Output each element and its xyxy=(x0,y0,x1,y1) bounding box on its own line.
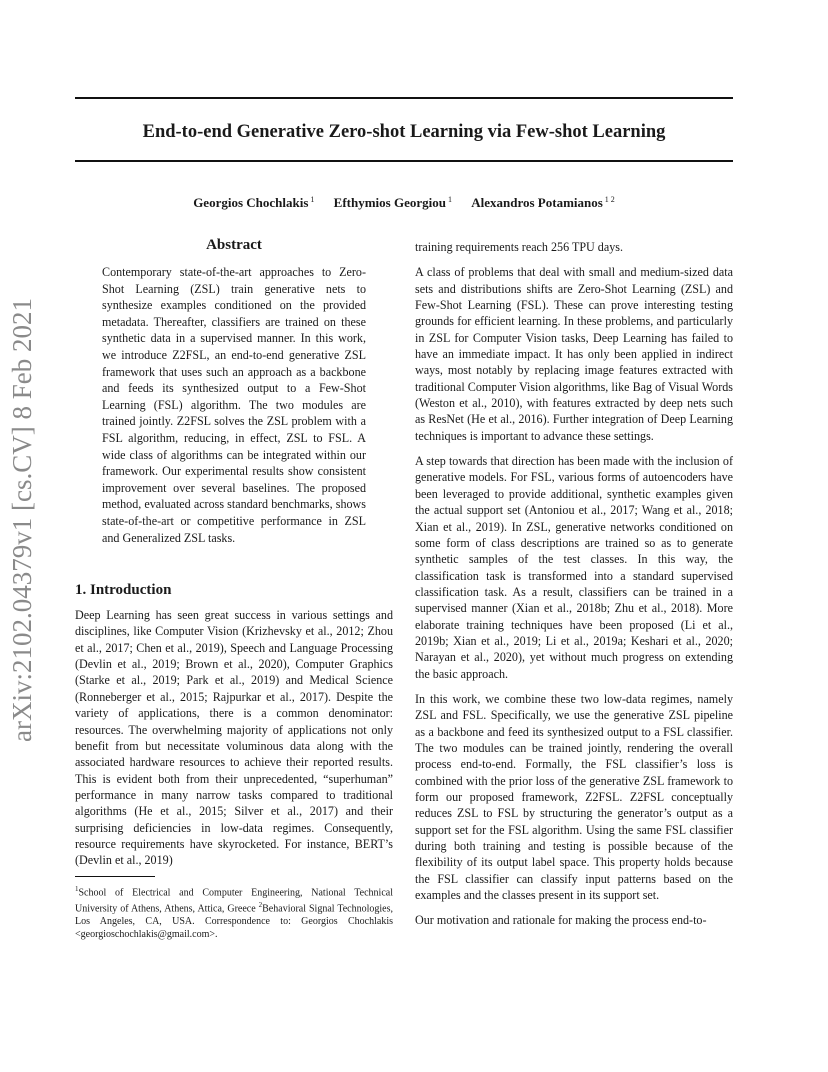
footnote-affiliation-2: Behavioral Signal Technologies, Los Angeles, CA, USA. Correspondence to: Georgios Chochlakis <georgioschochlakis@gmail.com>. xyxy=(75,903,394,941)
body-paragraph: training requirements reach 256 TPU days. xyxy=(415,240,624,254)
author-affiliation-marker: 1 2 xyxy=(604,195,615,204)
paper-title: End-to-end Generative Zero-shot Learning via Few-shot Learning xyxy=(142,122,666,142)
body-paragraph: A class of problems that deal with small and medium-sized data sets and distributions shifts are Zero-Shot Learning (ZSL) and Few-Shot Learning (FSL). These can prove interesting testing grounds for efficient learning. In these problems, and particularly in ZSL for Computer Vision tasks, Deep Learning has failed to have an immediate impact. It has only been applied in indirect ways, most notably by replacing image features extracted with traditional Computer Vision algorithms, like Bag of Visual Words (Weston et al., 2010), with features extracted by deep nets such as ResNet (He et al., 2016). Further integration of Deep Learning techniques is important to advance these settings. xyxy=(415,265,733,443)
left-column xyxy=(75,235,393,941)
abstract-heading: Abstract xyxy=(206,237,262,253)
introduction-heading: 1. Introduction xyxy=(75,582,172,599)
body-paragraph: A step towards that direction has been made with the inclusion of generative models. For FSL, various forms of autoencoders have been leveraged to provide additional, synthetic examples given the actual support set (Antoniou et al., 2017; Wang et al., 2018; Xian et al., 2019). In ZSL, generative networks conditioned on some form of class descriptions are trained so as to generate synthetic samples of the test classes. In this way, the classification task is transformed into a standard supervised classification task. As a result, classifiers can be trained in a supervised manner (Xian et al., 2018b; Zhu et al., 2018). More elaborate training techniques have been proposed (Li et al., 2019b; Xian et al., 2019; Li et al., 2019a; Keshari et al., 2020; Narayan et al., 2020), yet without much progress on extending the basic approach. xyxy=(415,454,733,681)
author xyxy=(334,195,452,210)
top-rule xyxy=(75,97,733,99)
footnote-rule xyxy=(75,876,155,877)
author-affiliation-marker: 1 xyxy=(310,195,315,204)
abstract-text: Contemporary state-of-the-art approaches to Zero-Shot Learning (ZSL) train generative nets to synthesize examples conditioned on the provided metadata. Thereafter, classifiers are trained on these synthetic data in a supervised manner. In this work, we introduce Z2FSL, an end-to-end generative ZSL framework that uses such an approach as a backbone and feeds its synthesized output to a Few-Shot Learning (FSL) algorithm. The two modules are trained jointly. Z2FSL solves the ZSL problem with a FSL algorithm, reducing, in effect, ZSL to FSL. A wide class of algorithms can be integrated within our framework. Our experimental results show consistent improvement over several baselines. The proposed method, evaluated across standard benchmarks, shows state-of-the-art or competitive performance in ZSL and Generalized ZSL tasks. xyxy=(102,265,366,545)
author-name: Alexandros Potamianos xyxy=(471,195,603,211)
author-name: Georgios Chochlakis xyxy=(193,195,309,211)
author xyxy=(193,195,314,210)
author-affiliation-marker: 1 xyxy=(447,195,452,204)
arxiv-identifier: arXiv:2102.04379v1 [cs.CV] 8 Feb 2021 xyxy=(7,298,37,742)
right-column xyxy=(415,239,733,938)
intro-paragraph: Deep Learning has seen great success in various settings and disciplines, like Computer Vision (Krizhevsky et al., 2012; Zhou et al., 2017; Chen et al., 2019), Speech and Language Processing (Devlin et al., 2019; Brown et al., 2020), Computer Graphics (Starke et al., 2019; Park et al., 2019) and Medical Science (Ronneberger et al., 2015; Rajpurkar et al., 2017). Despite the variety of applications, there is a common denominator: resources. The overwhelming majority of applications not only benefit from but necessitate voluminous data along with the associated hardware resources to achieve their reported results. This is evident both from their unprecedented, “superhuman” performance in many narrow tasks compared to traditional algorithms (He et al., 2015; Silver et al., 2017) and their surprising deficiencies in low-data regimes. Consequently, resource requirements have skyrocketed. For instance, BERT’s (Devlin et al., 2019) xyxy=(75,608,393,868)
author-list xyxy=(75,191,733,212)
footnote xyxy=(75,883,393,942)
body-paragraph: Our motivation and rationale for making the process end-to- xyxy=(415,913,707,928)
body-paragraph: In this work, we combine these two low-data regimes, namely ZSL and FSL. Specifically, we use the generative ZSL pipeline as a backbone and feed its synthesized output to a FSL classifier. The two modules can be trained jointly, rendering the overall process end-to-end. Formally, the FSL classifier’s loss is combined with the prior loss of the generative ZSL framework to form our proposed framework, Z2FSL. Z2FSL conceptually reduces ZSL to FSL by structuring the generator’s output as a support set for the FSL algorithm. Using the same FSL classifier during both training and testing is possible because of the flexibility of its output label space. This property holds because the FSL classifier can classify input patterns based on the examples and the classes present in its support set. xyxy=(415,691,733,903)
footnote-marker: 1 xyxy=(75,884,79,893)
author xyxy=(471,195,615,210)
bottom-rule xyxy=(75,160,733,162)
footnote-marker: 2 xyxy=(258,900,263,909)
footnote-affiliation-1: School of Electrical and Computer Engineering, National Technical University of Athens, Athens, Attica, Greece xyxy=(75,886,393,915)
author-name: Efthymios Georgiou xyxy=(333,195,446,211)
